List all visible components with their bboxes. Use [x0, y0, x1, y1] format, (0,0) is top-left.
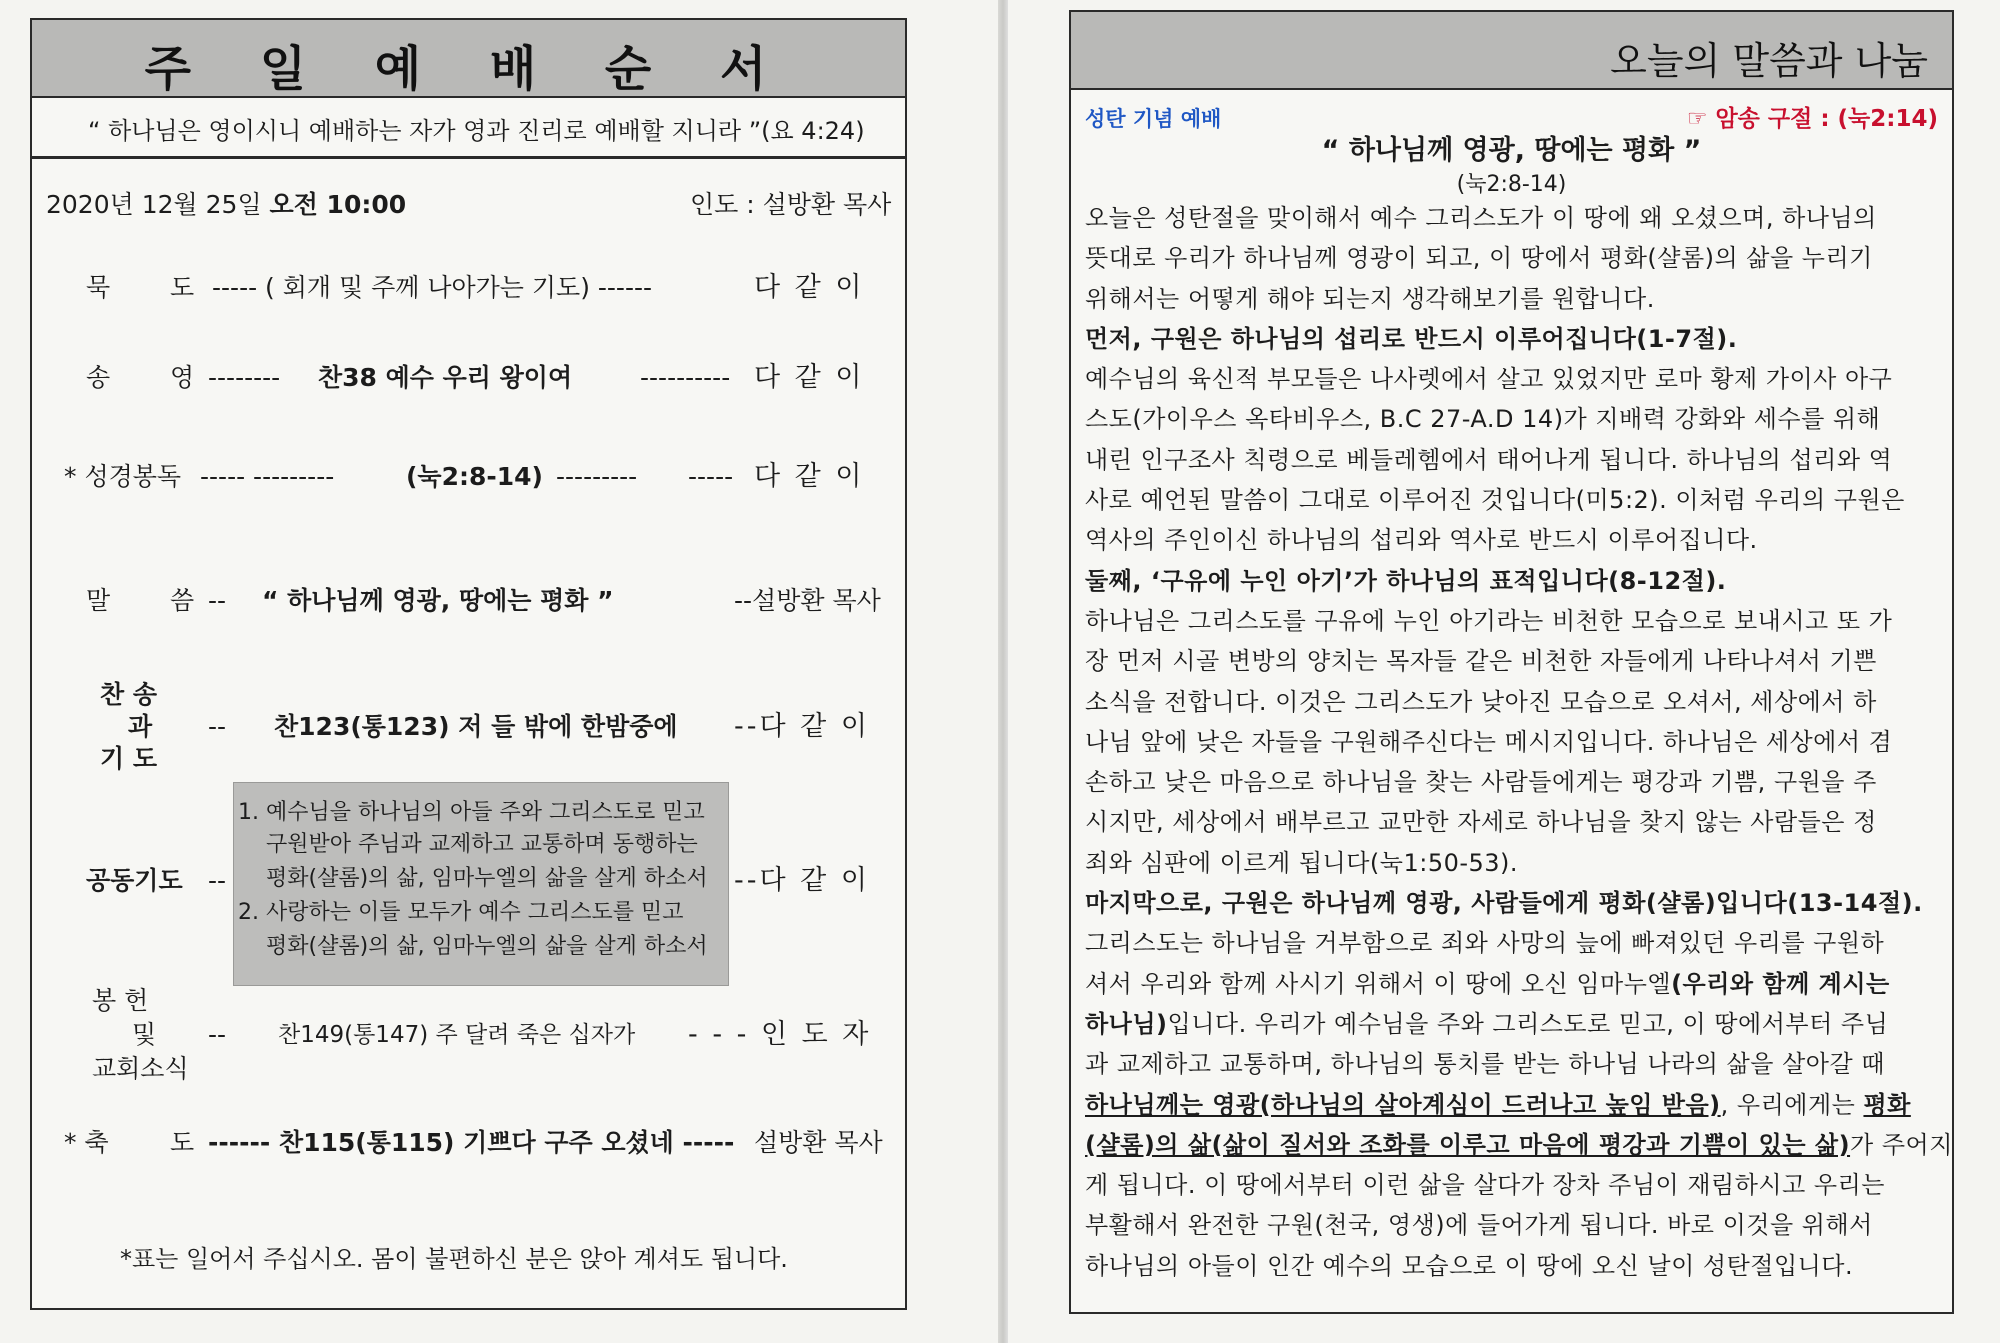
order-label: * 성경봉독 [64, 462, 182, 491]
memory-verse [1687, 104, 1938, 134]
sermon-line [1085, 1085, 1935, 1125]
sermon-line: 장 먼저 시골 변방의 양치는 목자들 같은 비천한 자들에게 나타나셔서 기쁜 [1085, 647, 1877, 676]
sermon-text: 입니다. 우리가 예수님을 주와 그리스도로 믿고, 이 땅에서부터 주님 [1167, 1009, 1889, 1038]
order-leader-dash: -- [208, 866, 227, 895]
sermon-line: 역사의 주인이신 하나님의 섭리와 역사로 반드시 이루어집니다. [1085, 526, 1758, 555]
order-label: 교회소식 [92, 1054, 189, 1083]
sermon-line: 뜻대로 우리가 하나님께 영광이 되고, 이 땅에서 평화(샬롬)의 삶을 누리기 [1085, 244, 1873, 273]
sermon-emphasis: 평화 [1863, 1090, 1911, 1119]
sermon-line: 위해서는 어떻게 해야 되는지 생각해보기를 원합니다. [1085, 284, 1655, 313]
sermon-line: 오늘은 성탄절을 맞이해서 예수 그리스도가 이 땅에 왜 오셨으며, 하나님의 [1085, 204, 1877, 232]
sermon-line: 내린 인구조사 칙령으로 베들레헴에서 태어나게 됩니다. 하나님의 섭리와 역 [1085, 445, 1893, 474]
order-leader-dash: --------- [556, 462, 638, 491]
order-label: 기 도 [100, 744, 158, 773]
order-who: - - - 인 도 자 [688, 1019, 872, 1050]
sermon-panel [1069, 10, 1954, 1314]
sermon-line: 부활해서 완전한 구원(천국, 영생)에 들어가게 됩니다. 바로 이것을 위해서 [1085, 1211, 1873, 1240]
sermon-line: 그리스도는 하나님을 거부함으로 죄와 사망의 늪에 빠져있던 우리를 구원하 [1085, 929, 1885, 958]
header-divider [32, 156, 905, 159]
order-leader-dash: ----- [688, 462, 734, 491]
order-who: --다 같 이 [734, 711, 870, 742]
order-leader-dash: -------- [208, 363, 281, 392]
order-label: 영 [170, 363, 195, 392]
sermon-line: 게 됩니다. 이 땅에서부터 이런 삶을 살다가 장차 주님이 재림하시고 우리는 [1085, 1171, 1885, 1200]
sermon-section-title: 오늘의 말씀과 나눔 [1610, 39, 1928, 83]
prayer-line: 구원받아 주님과 교제하고 교통하며 동행하는 [266, 832, 698, 857]
order-leader-dash: ----- --------- [200, 462, 335, 491]
order-label: 과 [128, 712, 153, 741]
sermon-text: 가 주어지 [1850, 1130, 1953, 1159]
order-item: ----- ( 회개 및 주께 나아가는 기도) ------ [212, 273, 653, 302]
sermon-header [1071, 12, 1952, 90]
order-label: 도 [170, 1128, 195, 1157]
sermon-line: 예수님의 육신적 부모들은 나사렛에서 살고 있었지만 로마 황제 가이사 아구 [1085, 365, 1893, 394]
memory-verse-label: ☞ 암송 구절 : [1686, 106, 1838, 132]
order-item: ------ 찬115(통115) 기쁘다 구주 오셨네 ----- [208, 1128, 735, 1157]
sermon-reference: (눅2:8-14) [1456, 172, 1567, 197]
order-who: --설방환 목사 [734, 586, 881, 615]
sermon-line: 소식을 전합니다. 이것은 그리스도가 낮아진 모습으로 오셔서, 세상에서 하 [1085, 687, 1877, 716]
service-date-time: 오전 10:00 [269, 190, 407, 219]
sermon-text: 셔서 우리와 함께 사시기 위해서 이 땅에 오신 임마누엘 [1085, 969, 1672, 998]
sermon-emphasis: (샬롬)의 삶(삶이 질서와 조화를 이루고 마음에 평강과 기쁨이 있는 삶) [1085, 1130, 1851, 1159]
worship-order-header [32, 20, 905, 98]
sermon-emphasis: 하나님께는 영광(하나님의 살아계심이 드러나고 높임 받음) [1085, 1090, 1721, 1119]
sermon-line: 과 교제하고 교통하며, 하나님의 통치를 받는 하나님 나라의 삶을 살아갈 때 [1085, 1050, 1885, 1079]
prayer-line: 2. 사랑하는 이들 모두가 예수 그리스도를 믿고 [238, 900, 684, 925]
sermon-line [1085, 1004, 1935, 1044]
order-label: 말 [86, 586, 111, 615]
sermon-emphasis: (우리와 함께 계시는 [1671, 969, 1890, 998]
sermon-line: 손하고 낮은 마음으로 하나님을 찾는 사람들에게는 평강과 기쁨, 구원을 주 [1085, 768, 1877, 797]
sermon-line: 사로 예언된 말씀이 그대로 이루어진 것입니다(미5:2). 이처럼 우리의 구원은 [1085, 486, 1905, 515]
common-prayer-box [233, 782, 729, 986]
order-item: 찬123(통123) 저 들 밖에 한밤중에 [274, 712, 678, 741]
order-leader-dash: ---------- [640, 363, 731, 392]
order-item: “ 하나님께 영광, 땅에는 평화 ” [262, 586, 614, 615]
service-tag: 성탄 기념 예배 [1085, 107, 1222, 131]
order-item: 찬149(통147) 주 달려 죽은 십자가 [278, 1022, 636, 1048]
order-who: 다 같 이 [754, 272, 865, 303]
service-date-day: 2020년 12월 25일 [46, 190, 262, 219]
order-who: 다 같 이 [754, 362, 865, 393]
order-label: 도 [170, 273, 195, 302]
prayer-line: 평화(샬롬)의 삶, 임마누엘의 삶을 살게 하소서 [266, 934, 708, 959]
service-leader: 인도 : 설방환 목사 [690, 190, 892, 219]
order-item: 찬38 예수 우리 왕이여 [318, 363, 573, 392]
sermon-point-heading: 먼저, 구원은 하나님의 섭리로 반드시 이루어집니다(1-7절). [1085, 324, 1738, 353]
sermon-line: 죄와 심판에 이르게 됩니다(눅1:50-53). [1085, 848, 1519, 877]
theme-verse: “ 하나님은 영이시니 예배하는 자가 영과 진리로 예배할 지니라 ”(요 4:24) [88, 117, 865, 145]
order-label: 찬 송 [100, 680, 158, 709]
order-who: 설방환 목사 [754, 1128, 883, 1157]
order-who: --다 같 이 [734, 865, 870, 896]
sermon-line: 하나님은 그리스도를 구유에 누인 아기라는 비천한 모습으로 보내시고 또 가 [1085, 606, 1893, 635]
order-leader-dash: -- [208, 712, 227, 741]
order-who: 다 같 이 [754, 461, 865, 492]
order-label: 송 [86, 363, 111, 392]
order-leader-dash: -- [208, 1020, 227, 1049]
sermon-line: 시지만, 세상에서 배부르고 교만한 자세로 하나님을 찾지 않는 사람들은 정 [1085, 808, 1877, 837]
order-label: 씀 [170, 586, 195, 615]
memory-verse-ref: (눅2:14) [1837, 106, 1938, 132]
sermon-point-heading: 마지막으로, 구원은 하나님께 영광, 사람들에게 평화(샬롬)입니다(13-14절). [1085, 889, 1923, 918]
order-label: 봉 헌 [92, 986, 149, 1015]
sermon-line: 나님 앞에 낮은 자들을 구원해주신다는 메시지입니다. 하나님은 세상에서 겸 [1085, 727, 1893, 756]
prayer-line: 평화(샬롬)의 삶, 임마누엘의 삶을 살게 하소서 [266, 866, 708, 891]
prayer-line: 1. 예수님을 하나님의 아들 주와 그리스도로 믿고 [238, 800, 705, 825]
service-date [46, 190, 406, 220]
order-label: 공동기도 [86, 866, 183, 895]
sermon-title: “ 하나님께 영광, 땅에는 평화 ” [1321, 135, 1702, 166]
order-leader-dash: -- [208, 586, 227, 615]
order-item: (눅2:8-14) [406, 462, 543, 491]
standing-note: *표는 일어서 주십시오. 몸이 불편하신 분은 앉아 계셔도 됩니다. [120, 1245, 788, 1273]
sermon-line [1085, 964, 1935, 1004]
page-fold [998, 0, 1008, 1343]
sermon-emphasis: 하나님) [1085, 1009, 1168, 1038]
order-label: 및 [132, 1020, 157, 1049]
sermon-point-heading: 둘째, ‘구유에 누인 아기’가 하나님의 표적입니다(8-12절). [1085, 566, 1727, 595]
order-label: * 축 [64, 1128, 109, 1157]
sermon-line [1085, 1125, 1953, 1165]
sermon-body [1085, 198, 1953, 1286]
worship-order-title: 주 일 예 배 순 서 [144, 41, 793, 97]
sermon-text: , 우리에게는 [1720, 1090, 1864, 1119]
worship-order-panel [30, 18, 907, 1310]
order-label: 묵 [86, 273, 111, 302]
sermon-line: 하나님의 아들이 인간 예수의 모습으로 이 땅에 오신 날이 성탄절입니다. [1085, 1251, 1854, 1280]
sermon-line: 스도(가이우스 옥타비우스, B.C 27-A.D 14)가 지배력 강화와 세수를 위해 [1085, 405, 1881, 434]
